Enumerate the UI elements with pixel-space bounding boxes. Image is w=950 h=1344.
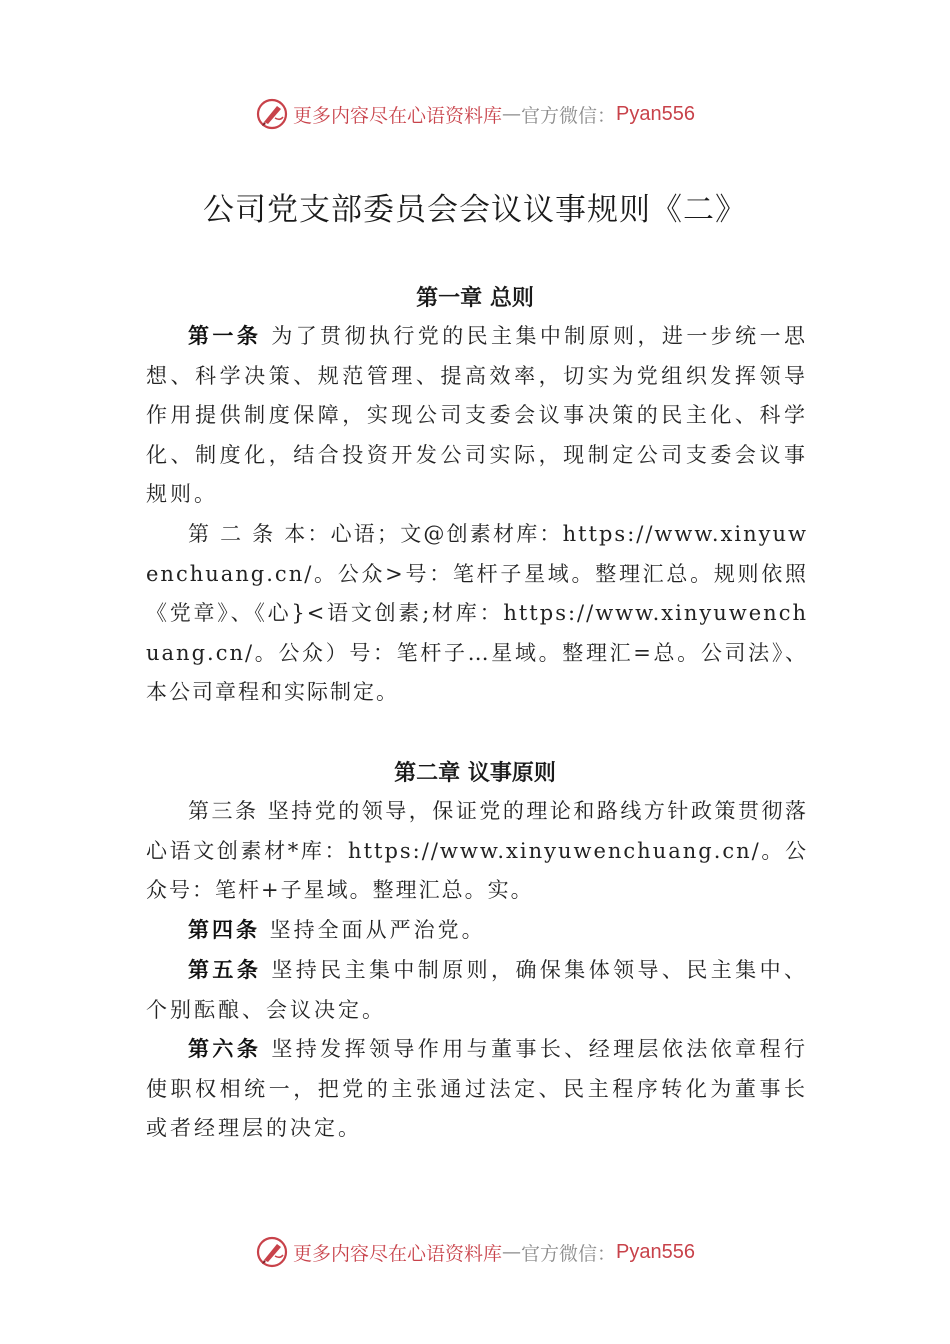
article-paragraph (146, 1030, 808, 1149)
banner-wechat-id: Pyan556 (616, 102, 695, 125)
pen-logo-icon (255, 97, 289, 131)
article-text: 为了贯彻执行党的民主集中制原则，进一步统一思想、科学决策、规范管理、提高效率，切实为党组织发挥领导作用提供制度保障，实现公司支委会议事决策的民主化、科学化、制度化，结合投资开发公司实际，现制定公司支委会议事规则。 (146, 324, 808, 506)
banner-text: 更多内容尽在心语资料库 (293, 104, 503, 127)
article-lead: 第一条 (188, 324, 262, 348)
article-text: 坚持全面从严治党。 (260, 918, 486, 942)
article-paragraph (146, 515, 808, 713)
article-text: 坚持民主集中制原则，确保集体领导、民主集中、个别酝酿、会议决定。 (146, 958, 808, 1022)
banner-separator: — (502, 1241, 522, 1263)
banner-wechat-id: Pyan556 (616, 1240, 695, 1263)
banner-wechat-label: 官方微信： (521, 104, 617, 127)
document-title: 公司党支部委员会会议议事规则《二》 (203, 192, 747, 228)
chapter-heading: 第二章 议事原则 (394, 761, 556, 786)
article-text: 第 二 条 本：心语；文@创素材库：https://www.xinyuwenchuang.cn/。公众>号：笔杆子星域。整理汇总。规则依照《党章》、《心}<语文创素;材库：https://www.xinyuwenchuang.cn/。公众）号：笔杆子…星域。整理汇=总。公司法》、本公司章程和实际制定。 (146, 522, 808, 704)
banner-wechat-label: 官方微信： (521, 1242, 617, 1265)
article-lead: 第五条 (188, 958, 262, 982)
article-paragraph (146, 951, 808, 1030)
banner-text: 更多内容尽在心语资料库 (293, 1242, 503, 1265)
article-lead: 第四条 (188, 918, 260, 942)
header-banner (0, 94, 950, 134)
banner-separator: — (502, 103, 522, 125)
chapter-heading: 第一章 总则 (416, 286, 534, 311)
article-paragraph (146, 911, 808, 951)
article-text: 第三条 坚持党的领导，保证党的理论和路线方针政策贯彻落心语文创素材*库：https://www.xinyuwenchuang.cn/。公众号：笔杆+子星域。整理汇总。实。 (146, 799, 808, 902)
footer-banner (0, 1232, 950, 1272)
pen-logo-icon (255, 1235, 289, 1269)
article-paragraph (146, 792, 808, 911)
article-text: 坚持发挥领导作用与董事长、经理层依法依章程行使职权相统一，把党的主张通过法定、民主程序转化为董事长或者经理层的决定。 (146, 1037, 808, 1140)
article-lead: 第六条 (188, 1037, 262, 1061)
article-paragraph (146, 317, 808, 515)
